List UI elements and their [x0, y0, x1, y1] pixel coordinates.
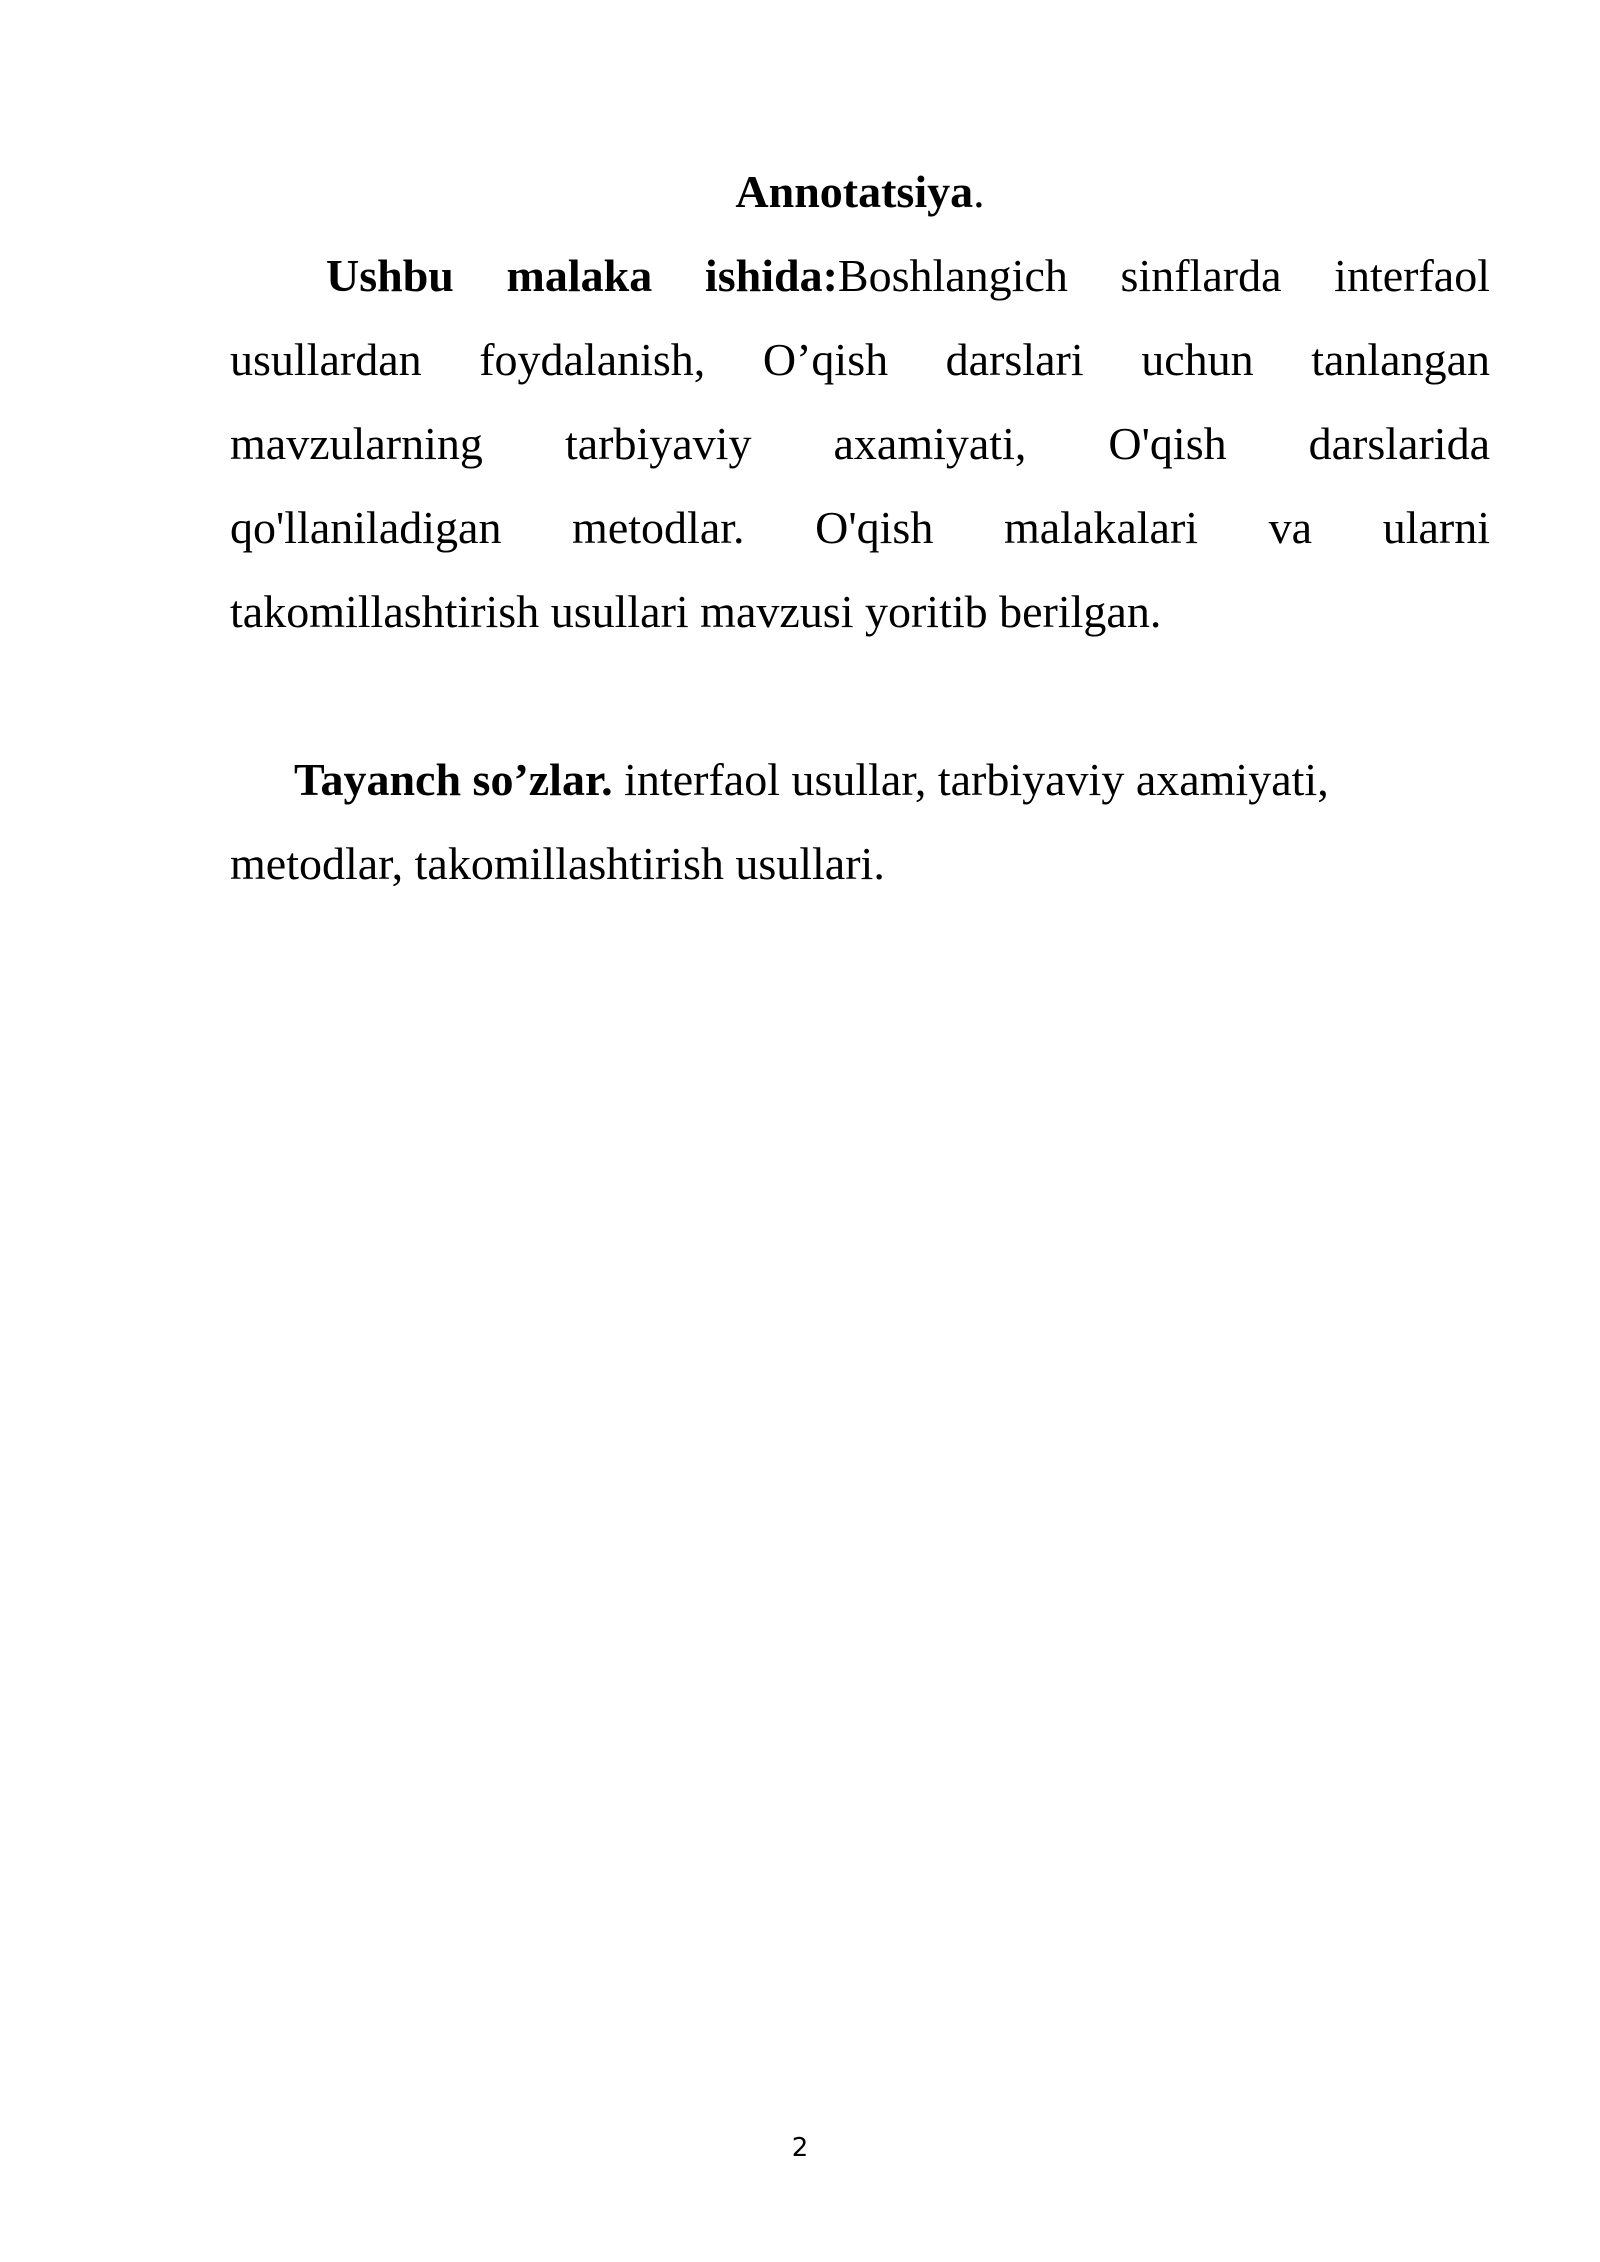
abstract-paragraph: [230, 234, 1490, 654]
page-content: [230, 150, 1490, 906]
abstract-text: Boshlangich sinflarda interfaol usullardan foydalanish, O’qish darslari uchun tanlangan mavzularning tarbiyaviy axamiyati, O'qish darslarida qo'llaniladigan metodlar. O'qish malakalari va ularni takomillashtirish usullari mavzusi yoritib berilgan.: [230, 250, 1490, 637]
keywords-lead: Tayanch so’zlar.: [294, 754, 613, 805]
page-title: [230, 150, 1490, 234]
title-text: Annotatsiya: [735, 166, 974, 217]
keywords-text: interfaol usullar, tarbiyaviy axamiyati, metodlar, takomillashtirish usullari.: [230, 754, 1329, 889]
page-number: 2: [791, 2133, 809, 2163]
title-punctuation: .: [973, 166, 985, 217]
keywords-paragraph: [230, 738, 1490, 906]
abstract-lead: Ushbu malaka ishida:: [326, 250, 838, 301]
